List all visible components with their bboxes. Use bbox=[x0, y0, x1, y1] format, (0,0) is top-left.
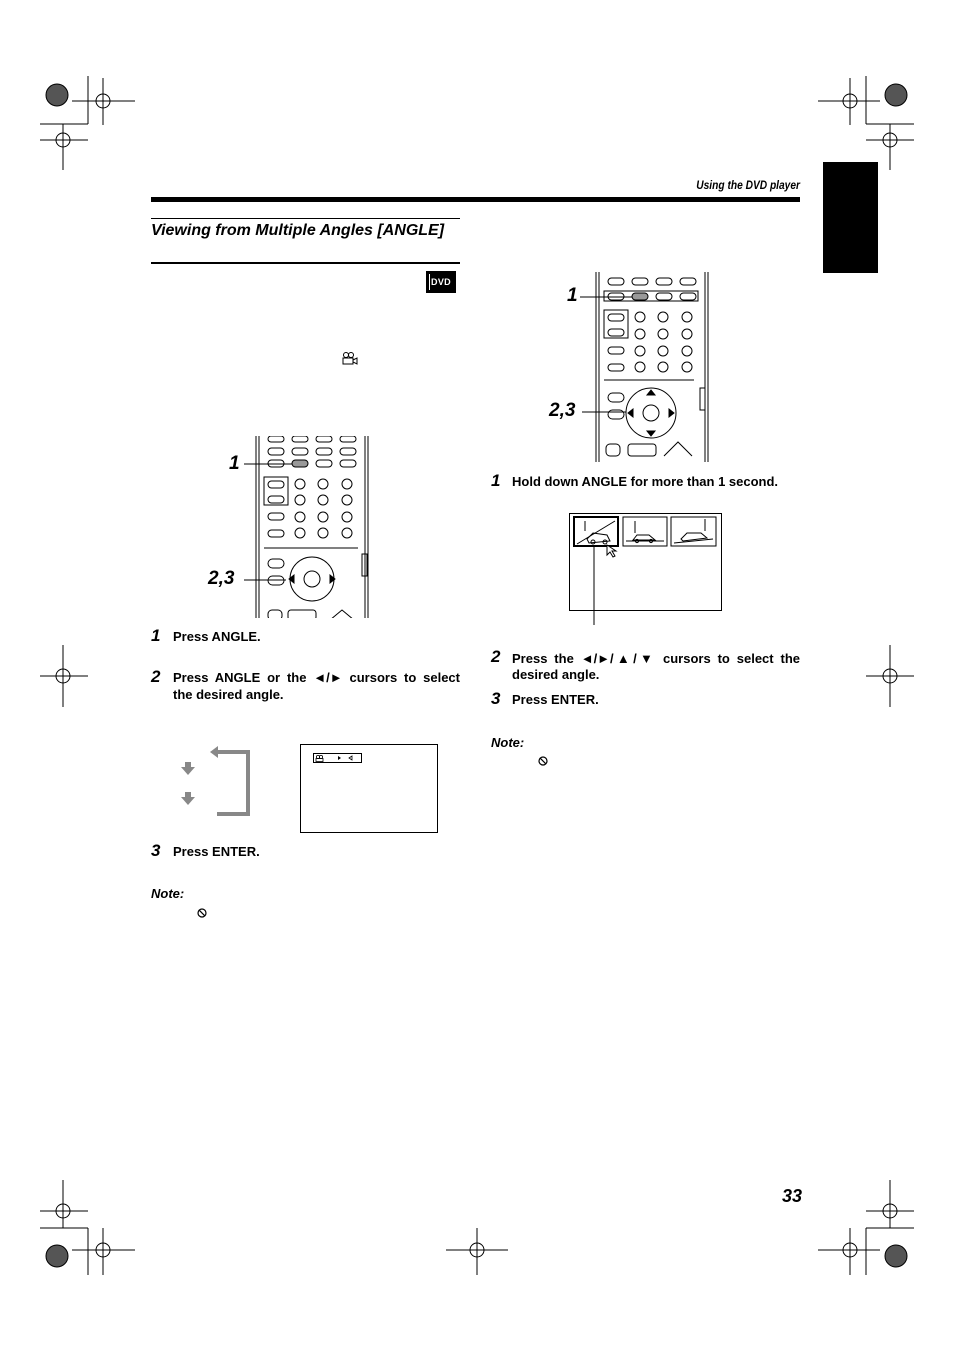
step-text: Press ENTER. bbox=[173, 844, 260, 859]
callout-step-23-right: 2,3 bbox=[549, 400, 576, 421]
note-label: Note: bbox=[491, 735, 525, 750]
step-text: Press ANGLE. bbox=[173, 629, 261, 644]
section-title: Viewing from Multiple Angles [ANGLE] bbox=[151, 222, 445, 239]
prohibited-icon bbox=[538, 756, 548, 766]
step-number: 1 bbox=[151, 626, 161, 645]
callout-step-1-left: 1 bbox=[229, 453, 240, 474]
page-number: 33 bbox=[781, 1186, 802, 1206]
step-number: 2 bbox=[151, 667, 161, 686]
callout-step-1-right: 1 bbox=[567, 285, 578, 306]
step-number: 1 bbox=[491, 471, 501, 490]
callout-step-23-left: 2,3 bbox=[208, 568, 235, 589]
running-head: Using the DVD player bbox=[696, 178, 800, 192]
step-number: 3 bbox=[491, 689, 501, 708]
step-text: Press the ◄/►/▲/▼ cursors to select the bbox=[512, 651, 800, 666]
step-number: 2 bbox=[491, 647, 501, 666]
dvd-badge: DVD bbox=[426, 271, 456, 293]
note-label: Note: bbox=[151, 886, 185, 901]
step-number: 3 bbox=[151, 841, 161, 860]
step-text: Press ENTER. bbox=[512, 692, 599, 707]
step-text: Press ANGLE or the ◄/► cursors to select the desired angle. bbox=[173, 670, 460, 702]
step-text: Hold down ANGLE for more than 1 second. bbox=[512, 474, 779, 489]
angle-thumbnails bbox=[569, 513, 721, 625]
step-text-continued: desired angle. bbox=[512, 667, 600, 682]
